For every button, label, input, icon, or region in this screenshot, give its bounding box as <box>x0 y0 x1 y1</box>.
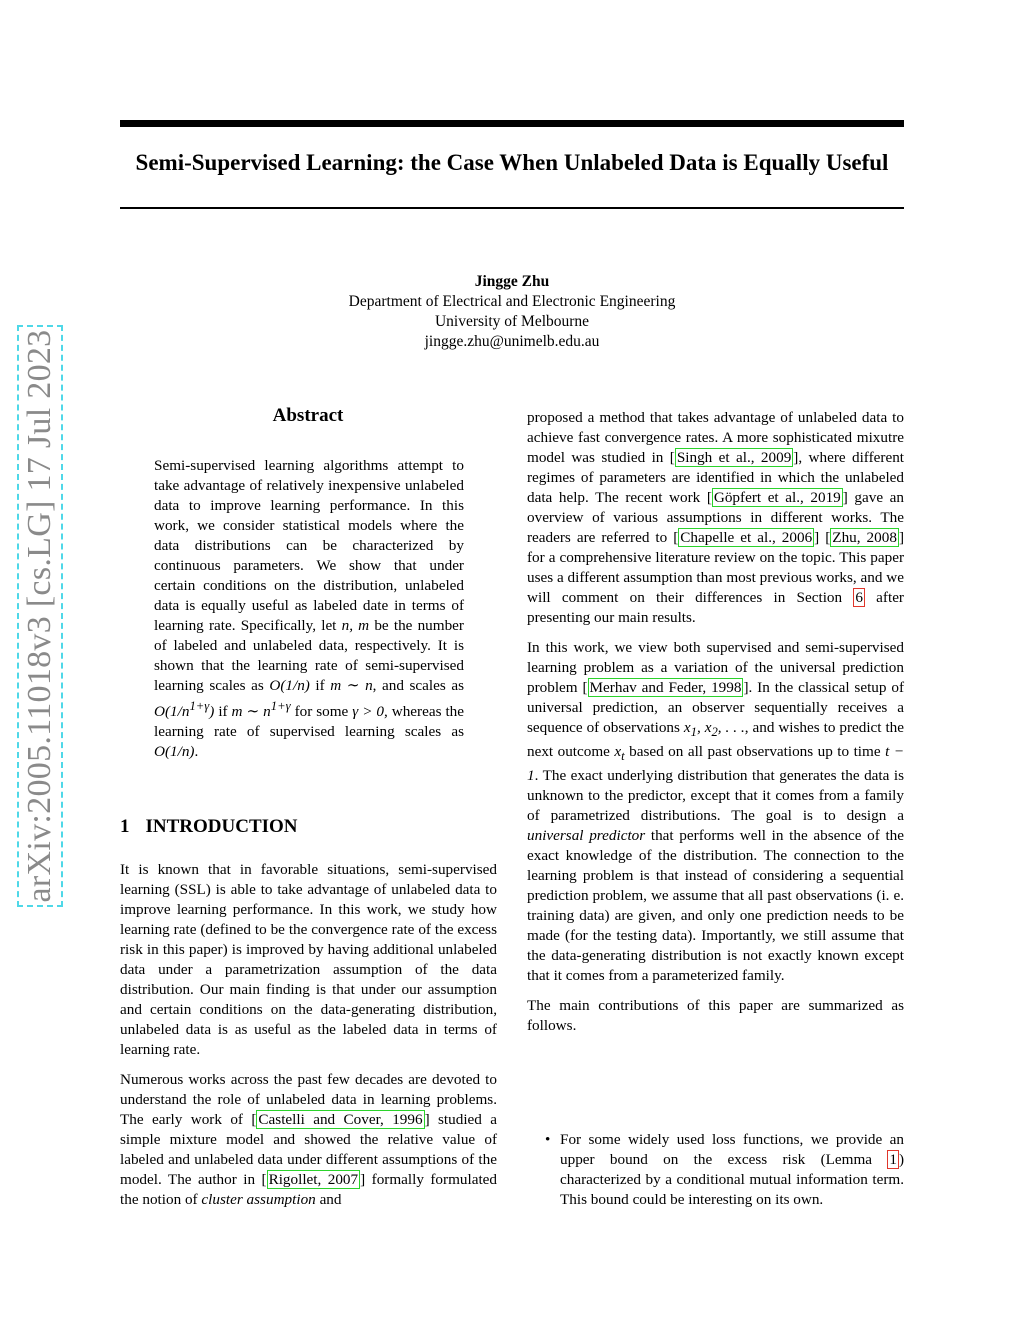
math-xt: $x_t$ <box>614 743 625 764</box>
bullet-marker: • <box>545 1131 551 1148</box>
math-o1n: O(1/n) <box>269 677 310 694</box>
author-email[interactable]: jingge.zhu@unimelb.edu.au <box>424 333 600 350</box>
intro-paragraph-2: Numerous works across the past few decades are devoted to understand the role of unlabeled data in learning problems. The early work of [ Castelli and Cover, 1996 ] studied a simple mixture model and showed the relative value of labeled and unlabeled data under different assumptions of the model. The author in [ Rigollet, 2007 ] formally formulated the notion of cluster assumption and <box>120 1071 498 1208</box>
right-paragraph-1: proposed a method that takes advantage of unlabeled data to achieve fast convergence rates. A more sophisticated mixutre model was studied in [ Singh et al., 2009 ], where different regimes of parameters are identified in which the unlabeled data help. The recent work [ Göpfert et al., 2019 ] gave an overview of various assumptions in different works. The readers are referred to [ Chapelle et al., 2006 ] [ Zhu, 2008 ] for a comprehensive literature review on the topic. This paper uses a different assumption than most previous works, and we will comment on their differences in Section 6 after presenting our main results. <box>527 409 905 626</box>
math-t-minus-1: t − 1 <box>527 743 904 785</box>
math-gamma-gt0: γ > 0 <box>352 703 384 721</box>
right-column-body <box>527 408 904 1046</box>
title-rule-top <box>120 120 904 127</box>
math-o1n-b: O(1/n) <box>154 743 195 761</box>
author-affiliation-dept: Department of Electrical and Electronic Engineering <box>348 293 676 310</box>
lemma-ref-1[interactable]: 1 <box>889 1151 897 1168</box>
section-number: 1 <box>120 816 130 837</box>
contribution-bullet-1: For some widely used loss functions, we provide an upper bound on the excess risk (Lemma 1 ) characterized by a conditional mutual information term. This bound could be interesting on its own. <box>560 1131 904 1208</box>
abstract-text: Semi-supervised learning algorithms attempt to take advantage of relatively inexpensive unlabeled data to improve learning performance. In this work, we consider statistical models where the data distributions can be characterized by continuous parameters. We show that under certain conditions on the distribution, unlabeled data is equally useful as labeled date in terms of learning rate. Specifically, let n, m be the number of labeled and unlabeled data, respectively. It is shown that the learning rate of semi-supervised learning scales as O(1/n) if m ∼ n, and scales as $O(1/n^{1+\gamma})$ if m ∼ $n^{1+\gamma}$ for some γ > 0, whereas the learning rate of supervised learning scales as O(1/n). <box>154 457 464 761</box>
math-x-sequence: $x_1$, $x_2$, . . . <box>683 719 745 740</box>
left-column-body <box>120 860 497 1220</box>
math-n-m: n, m <box>341 617 370 634</box>
author-block <box>120 272 904 352</box>
title-rule-bottom <box>120 207 904 209</box>
arxiv-stamp[interactable]: arXiv:2005.11018v3 [cs.LG] 17 Jul 2023 <box>21 329 58 903</box>
citation-chapelle[interactable]: Chapelle et al., 2006 <box>680 529 813 546</box>
author-name: Jingge Zhu <box>474 273 550 290</box>
right-paragraph-2: In this work, we view both supervised and semi-supervised learning problem as a variation of the universal prediction problem [ Merhav and Feder, 1998 ]. In the classical setup of universal prediction, an observer sequentially receives a sequence of observations $x_1$, $x_2$, . . ., and wishes to predict the next outcome $x_t$ based on all past observations up to time t − 1. The exact underlying distribution that generates the data is unknown to the predictor, except that it comes from a family of parametrized distributions. The goal is to design a universal predictor that performs well in the absence of the exact knowledge of the distribution. The connection to the learning problem is that instead of considering a sequential prediction problem, we assume that all past observations (i. e. training data) are given, and only one prediction needs to be made (for the testing data). Importantly, we still assume that the data-generating distribution is not exactly known except that it comes from a parameterized family. <box>527 639 905 985</box>
citation-merhav[interactable]: Merhav and Feder, 1998 <box>589 679 742 696</box>
author-affiliation-univ: University of Melbourne <box>434 313 590 330</box>
arxiv-stamp-box[interactable] <box>17 325 63 907</box>
citation-castelli[interactable]: Castelli and Cover, 1996 <box>258 1111 423 1128</box>
math-m-sim-n-gamma: m ∼ $n^{1+\gamma}$ <box>231 699 291 721</box>
citation-singh[interactable]: Singh et al., 2009 <box>676 449 792 466</box>
citation-zhu[interactable]: Zhu, 2008 <box>832 529 897 546</box>
right-paragraph-3: The main contributions of this paper are summarized as follows. <box>527 997 904 1035</box>
citation-rigollet[interactable]: Rigollet, 2007 <box>268 1171 359 1188</box>
abstract-heading: Abstract <box>272 405 344 426</box>
paper-title: Semi-Supervised Learning: the Case When Unlabeled Data is Equally Useful <box>135 150 889 175</box>
math-o-gamma: $O(1/n^{1+\gamma})$ <box>154 699 215 721</box>
section-ref-6[interactable]: 6 <box>855 589 863 606</box>
section-heading-introduction <box>120 816 298 838</box>
section-title: INTRODUCTION <box>145 816 298 837</box>
math-m-sim-n: m ∼ n <box>330 677 373 694</box>
citation-gopfert[interactable]: Göpfert et al., 2019 <box>713 489 841 506</box>
intro-paragraph-1: It is known that in favorable situations, semi-supervised learning (SSL) is able to take advantage of unlabeled data to improve learning performance. In this work, we study how learning rate (defined to be the convergence rate of the excess risk in this paper) is improved by having additional unlabeled data under a parametrization assumption of the data distribution. Our main finding is that under our assumption and certain conditions on the data-generating distribution, unlabeled data is as useful as the labeled data in terms of learning rate. <box>120 861 497 1058</box>
